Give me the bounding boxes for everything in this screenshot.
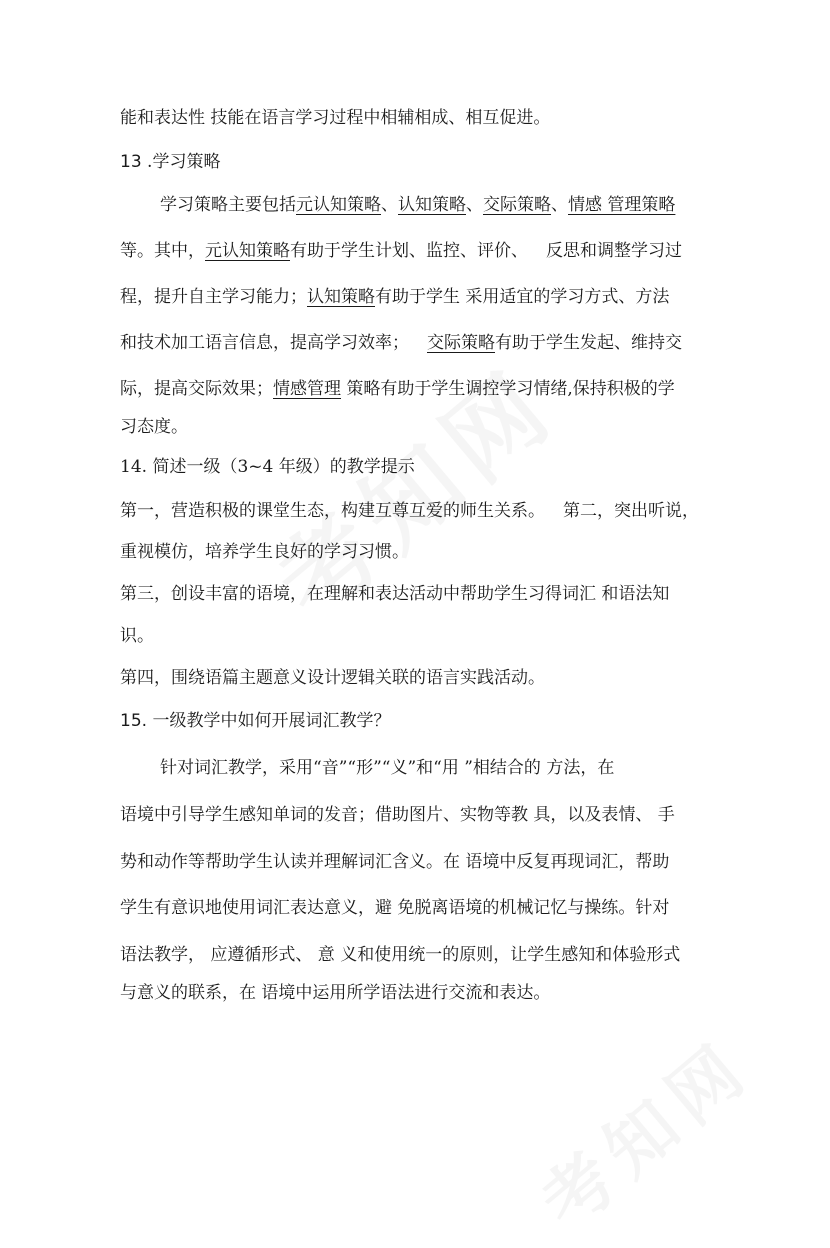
paragraph-continuation: 能和表达性 技能在语言学习过程中相辅相成、相互促进。	[120, 108, 551, 128]
paragraph-15-line-5: 语法教学， 应遵循形式、 意 义和使用统一的原则，让学生感知和体验形式	[120, 945, 681, 965]
term-metacognitive: 元认知策略	[296, 195, 381, 215]
heading-13-number: 13	[120, 152, 142, 172]
heading-14: 14. 简述一级（3~4 年级）的教学提示	[120, 457, 415, 477]
heading-15-number: 15.	[120, 711, 148, 731]
paragraph-15-line-6: 与意义的联系，在 语境中运用所学语法进行交流和表达。	[120, 983, 551, 1003]
paragraph-13-line-2: 等。其中，元认知策略有助于学生计划、监控、评价、 反思和调整学习过	[120, 241, 682, 261]
term-cognitive: 认知策略	[398, 195, 466, 215]
paragraph-13-line-5: 际，提高交际效果；情感管理 策略有助于学生调控学习情绪,保持积极的学	[120, 379, 675, 399]
paragraph-15-line-2: 语境中引导学生感知单词的发音；借助图片、实物等教 具，以及表情、 手	[120, 805, 675, 825]
watermark-secondary	[516, 1013, 769, 1248]
heading-13	[120, 151, 720, 173]
heading-15	[120, 710, 720, 732]
term-cognitive-2: 认知策略	[307, 287, 375, 307]
paragraph-14-line-5: 第四，围绕语篇主题意义设计逻辑关联的语言实践活动。	[120, 668, 545, 688]
paragraph-14-line-4: 识。	[120, 626, 154, 646]
paragraph-14-line-3: 第三，创设丰富的语境，在理解和表达活动中帮助学生习得词汇 和语法知	[120, 584, 670, 604]
term-communicative: 交际策略	[483, 195, 551, 215]
term-affective-2: 情感管理	[273, 379, 341, 399]
paragraph-15-line-4: 学生有意识地使用词汇表达意义，避 免脱离语境的机械记忆与操练。针对	[120, 898, 670, 918]
paragraph-14-line-2: 重视模仿，培养学生良好的学习习惯。	[120, 542, 409, 562]
paragraph-14-line-1: 第一，营造积极的课堂生态，构建互尊互爱的师生关系。 第二，突出听说，	[120, 501, 699, 521]
paragraph-15-line-3: 势和动作等帮助学生认读并理解词汇含义。在 语境中反复再现词汇，帮助	[120, 852, 670, 872]
paragraph-13-line-6: 习态度。	[120, 417, 188, 437]
paragraph-13-line-3: 程，提升自主学习能力；认知策略有助于学生 采用适宜的学习方式、方法	[120, 287, 670, 307]
paragraph-13-line-1: 学习策略主要包括元认知策略、认知策略、交际策略、情感 管理策略	[160, 195, 676, 215]
heading-15-title: 一级教学中如何开展词汇教学？	[152, 711, 391, 731]
term-affective: 情感 管理策略	[568, 195, 676, 215]
term-metacognitive-2: 元认知策略	[205, 241, 290, 261]
paragraph-15-line-1: 针对词汇教学，采用“音”“形”“义”和“用 ”相结合的 方法，在	[160, 758, 615, 778]
term-communicative-2: 交际策略	[427, 333, 495, 353]
paragraph-13-line-4: 和技术加工语言信息，提高学习效率； 交际策略有助于学生发起、维持交	[120, 333, 682, 353]
heading-13-title: .学习策略	[147, 152, 221, 172]
